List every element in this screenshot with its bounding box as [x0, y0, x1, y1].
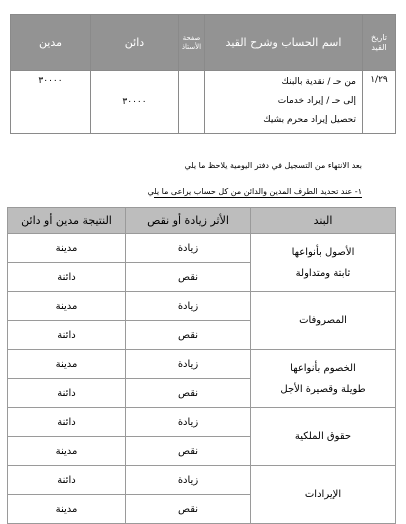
result-cell: مدينة: [8, 437, 126, 466]
effect-cell: زيادة: [126, 292, 251, 321]
rules-header-result: النتيجة مدين أو دائن: [8, 208, 126, 234]
item-line: طويلة وقصيرة الأجل: [280, 383, 366, 395]
effect-cell: نقص: [126, 437, 251, 466]
journal-date-cell: ١/٢٩: [363, 71, 396, 134]
note-underline: [154, 197, 362, 198]
journal-header-date: تاريخ القيد: [363, 15, 396, 71]
table-row: [8, 466, 396, 495]
result-cell: مدينة: [8, 292, 126, 321]
item-cell-liabilities: [251, 350, 396, 408]
item-line: ثابتة ومتداولة: [295, 267, 351, 279]
table-row: [8, 292, 396, 321]
item-cell-expenses: [251, 292, 396, 350]
result-cell: مدينة: [8, 495, 126, 524]
debit-credit-rules-table: [7, 207, 396, 524]
effect-cell: نقص: [126, 263, 251, 292]
note-rule-1: ١- عند تحديد الطرف المدين والدائن من كل حساب يراعى ما يلي: [147, 187, 362, 196]
result-cell: مدينة: [8, 350, 126, 379]
item-line: الأصول بأنواعها: [291, 246, 355, 258]
journal-ledger-page-cell: [179, 71, 205, 134]
item-line: المصروفات: [299, 315, 347, 326]
journal-line-debit-account: من حـ / نقدية بالبنك: [281, 77, 356, 87]
journal-line-explanation: تحصيل إيراد محرم بشيك: [263, 115, 356, 125]
journal-line-credit-account: إلى حـ / إيراد خدمات: [277, 96, 356, 106]
rules-header-row: [8, 208, 396, 234]
effect-cell: نقص: [126, 321, 251, 350]
table-row: [8, 350, 396, 379]
journal-header-description: اسم الحساب وشرح القيد: [205, 15, 363, 71]
note-after-recording: بعد الانتهاء من التسجيل في دفتر اليومية يلاحظ ما يلي: [184, 161, 362, 170]
journal-credit-amount: ٣٠٠٠٠: [91, 71, 179, 134]
result-cell: دائنة: [8, 466, 126, 495]
effect-cell: نقص: [126, 495, 251, 524]
item-cell-assets: [251, 234, 396, 292]
journal-entry-row: [11, 71, 396, 134]
effect-cell: زيادة: [126, 466, 251, 495]
item-line: الإيرادات: [304, 489, 342, 500]
effect-cell: زيادة: [126, 350, 251, 379]
journal-debit-amount: ٣٠٠٠٠: [11, 71, 91, 134]
journal-header-row: [11, 15, 396, 71]
item-line: الخصوم بأنواعها: [290, 362, 356, 374]
result-cell: دائنة: [8, 263, 126, 292]
effect-cell: زيادة: [126, 408, 251, 437]
journal-header-ledger-page: صفحة الأستاذ: [179, 15, 205, 71]
rules-header-item: البند: [251, 208, 396, 234]
journal-description-cell: [205, 71, 363, 134]
item-cell-revenues: [251, 466, 396, 524]
journal-entry-table: [10, 14, 396, 134]
effect-cell: زيادة: [126, 234, 251, 263]
result-cell: دائنة: [8, 321, 126, 350]
rules-header-effect: الأثر زيادة أو نقص: [126, 208, 251, 234]
result-cell: دائنة: [8, 408, 126, 437]
effect-cell: نقص: [126, 379, 251, 408]
item-line: حقوق الملكية: [294, 431, 352, 442]
journal-header-debit: مدين: [11, 15, 91, 71]
item-cell-equity: [251, 408, 396, 466]
journal-header-credit: دائن: [91, 15, 179, 71]
table-row: [8, 234, 396, 263]
result-cell: مدينة: [8, 234, 126, 263]
table-row: [8, 408, 396, 437]
result-cell: دائنة: [8, 379, 126, 408]
